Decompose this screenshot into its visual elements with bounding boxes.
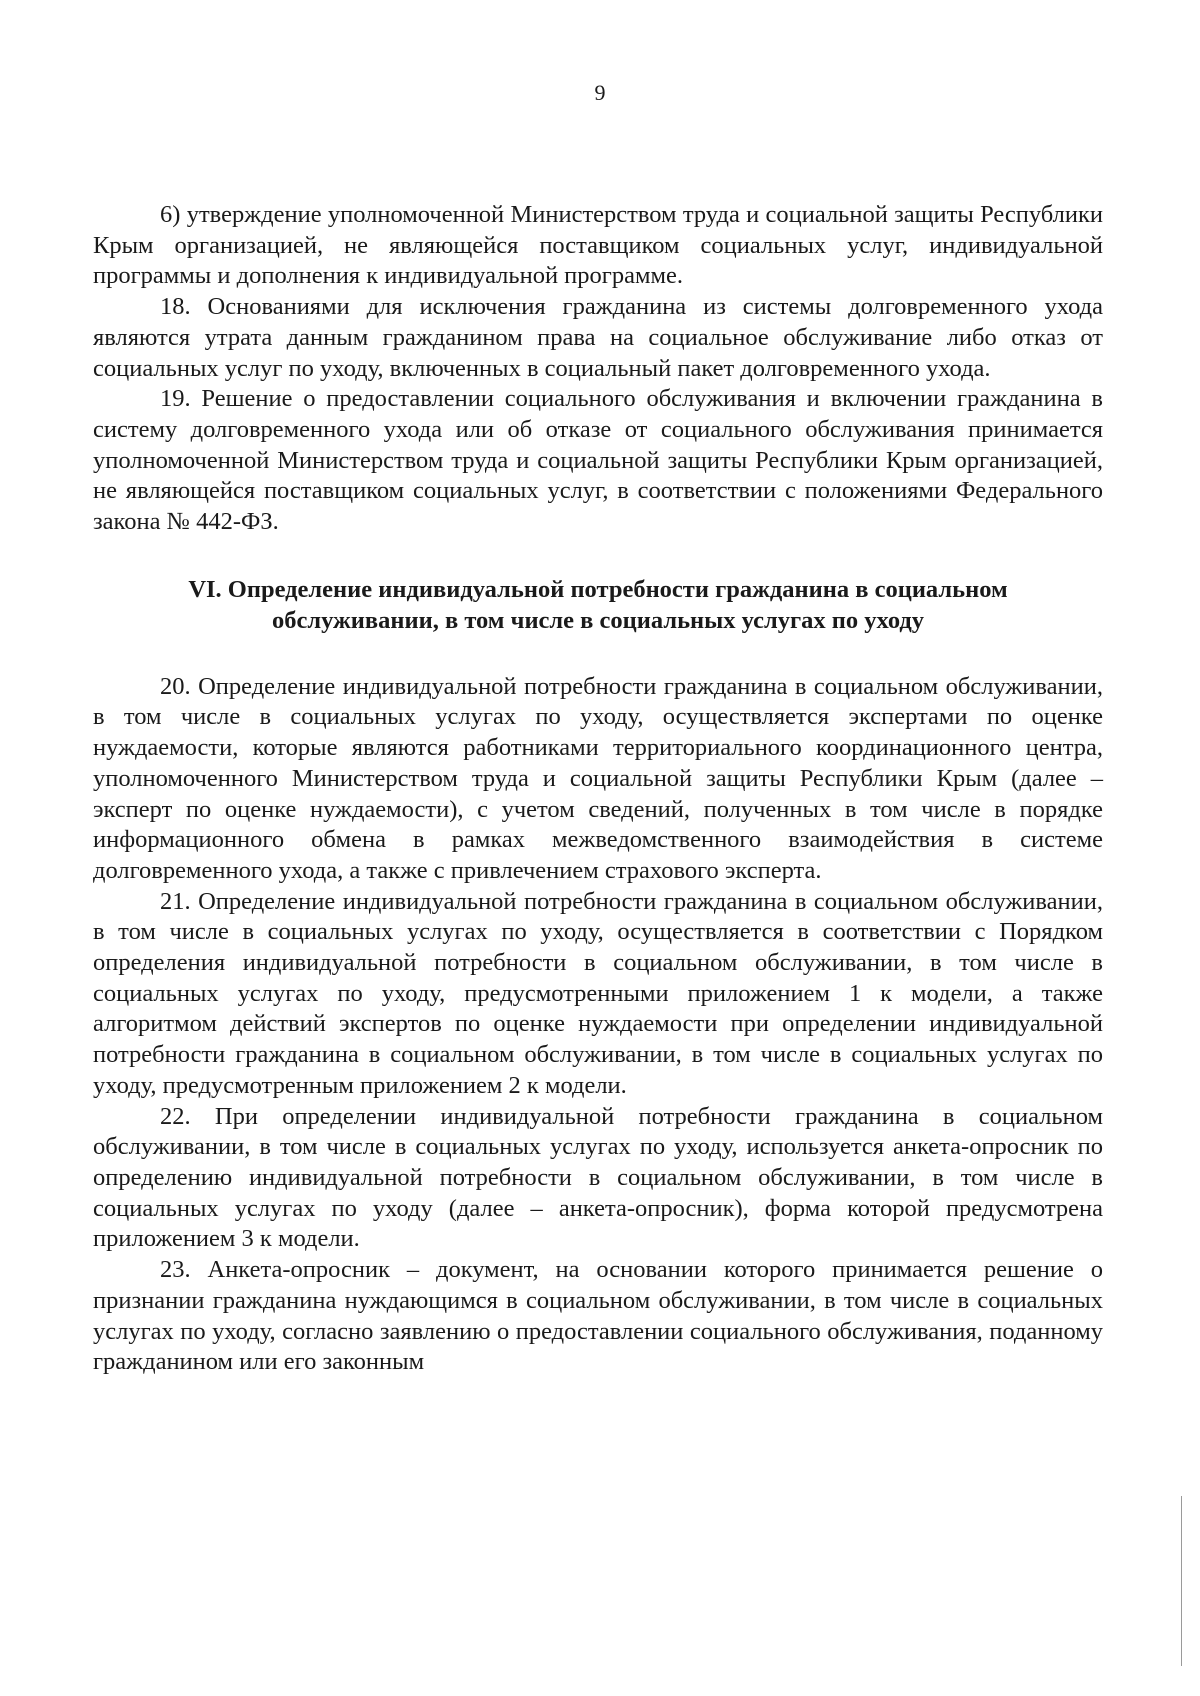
- paragraph-20: 20. Определение индивидуальной потребности гражданина в социальном обслуживании, в том числе в социальных услугах по уходу, осуществляется экспертами по оценке нуждаемости, которые являются работниками территориального координационного центра, уполномоченного Министерством труда и социальной защиты Республики Крым (далее – эксперт по оценке нуждаемости), с учетом сведений, полученных в том числе в порядке информационного обмена в рамках межведомственного взаимодействия в системе долговременного ухода, а также с привлечением страхового эксперта.: [93, 672, 1103, 884]
- scan-edge-mark: [1181, 1496, 1182, 1666]
- paragraph-23: 23. Анкета-опросник – документ, на основании которого принимается решение о признании гражданина нуждающимся в социальном обслуживании, в том числе в социальных услугах по уходу, согласно заявлению о предоставлении социального обслуживания, поданному гражданином или его законным: [93, 1256, 1103, 1376]
- paragraph-22: 22. При определении индивидуальной потребности гражданина в социальном обслуживании, в том числе в социальных услугах по уходу, используется анкета-опросник по определению индивидуальной потребности в социальном обслуживании, в том числе в социальных услугах по уходу (далее – анкета-опросник), форма которой предусмотрена приложением 3 к модели.: [93, 1102, 1103, 1253]
- document-body: [93, 200, 1103, 1378]
- paragraph-21: 21. Определение индивидуальной потребности гражданина в социальном обслуживании, в том числе в социальных услугах по уходу, осуществляется в соответствии с Порядком определения индивидуальной потребности в социальном обслуживании, в том числе в социальных услугах по уходу, предусмотренными приложением 1 к модели, а также алгоритмом действий экспертов по оценке нуждаемости при определении индивидуальной потребности гражданина в социальном обслуживании, в том числе в социальных услугах по уходу, предусмотренным приложением 2 к модели.: [93, 887, 1103, 1099]
- paragraph-18: 18. Основаниями для исключения гражданина из системы долговременного ухода являются утрата данным гражданином права на социальное обслуживание либо отказ от социальных услуг по уходу, включенных в социальный пакет долговременного ухода.: [93, 293, 1103, 382]
- paragraph-item-6: 6) утверждение уполномоченной Министерством труда и социальной защиты Республики Крым организацией, не являющейся поставщиком социальных услуг, индивидуальной программы и дополнения к индивидуальной программе.: [93, 201, 1103, 290]
- section-heading: [93, 574, 1103, 636]
- section-heading-line-2: обслуживании, в том числе в социальных услугах по уходу: [271, 606, 925, 634]
- paragraph-19: 19. Решение о предоставлении социального обслуживания и включении гражданина в систему долговременного ухода или об отказе от социального обслуживания принимается уполномоченной Министерством труда и социальной защиты Республики Крым организацией, не являющейся поставщиком социальных услуг, в соответствии с положениями Федерального закона № 442-ФЗ.: [93, 385, 1103, 536]
- section-heading-line-1: VI. Определение индивидуальной потребности гражданина в социальном: [188, 575, 1008, 603]
- page-number: 9: [594, 80, 606, 105]
